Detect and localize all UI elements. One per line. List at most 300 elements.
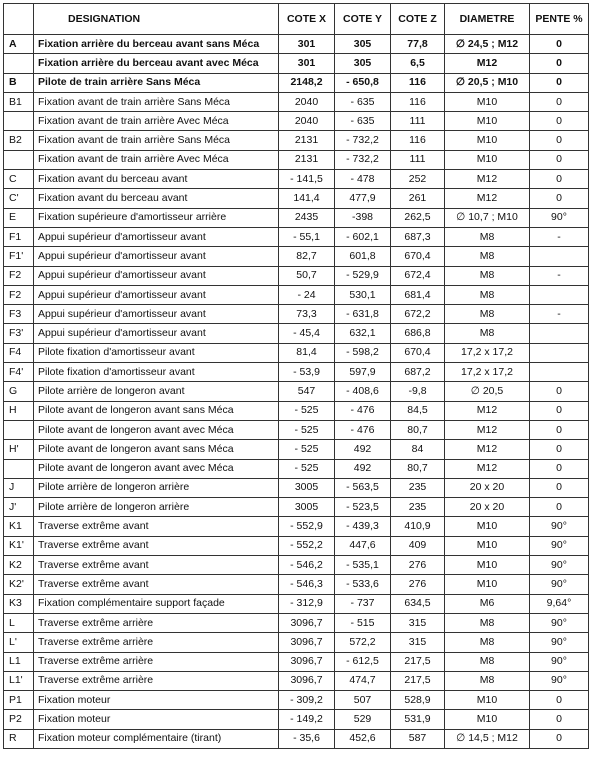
- cell-ref: H': [4, 440, 34, 459]
- cell-pente: 90°: [530, 208, 589, 227]
- cell-ref: G: [4, 382, 34, 401]
- table-body: [4, 35, 589, 749]
- cell-cote-y: 305: [335, 35, 391, 54]
- cell-cote-x: 82,7: [279, 247, 335, 266]
- cell-designation: Pilote arrière de longeron arrière: [34, 478, 279, 497]
- cell-cote-y: 529: [335, 710, 391, 729]
- cell-cote-z: 670,4: [391, 343, 445, 362]
- cell-designation: Pilote arrière de longeron avant: [34, 382, 279, 401]
- table-row: [4, 324, 589, 343]
- cell-cote-y: 474,7: [335, 671, 391, 690]
- cell-designation: Pilote avant de longeron avant sans Méca: [34, 401, 279, 420]
- header-designation: DESIGNATION: [34, 4, 279, 35]
- cell-pente: 90°: [530, 517, 589, 536]
- cell-cote-x: - 45,4: [279, 324, 335, 343]
- cell-pente: -: [530, 305, 589, 324]
- dimensions-table: [3, 3, 589, 749]
- cell-cote-y: 632,1: [335, 324, 391, 343]
- cell-cote-y: - 523,5: [335, 498, 391, 517]
- cell-ref: P2: [4, 710, 34, 729]
- table-header-row: [4, 4, 589, 35]
- cell-cote-y: 597,9: [335, 363, 391, 382]
- cell-pente: 90°: [530, 556, 589, 575]
- cell-ref: A: [4, 35, 34, 54]
- cell-designation: Fixation avant de train arrière Sans Méca: [34, 131, 279, 150]
- cell-cote-x: 3096,7: [279, 652, 335, 671]
- cell-ref: B2: [4, 131, 34, 150]
- cell-cote-y: - 563,5: [335, 478, 391, 497]
- cell-ref: F1': [4, 247, 34, 266]
- cell-cote-x: 2040: [279, 112, 335, 131]
- table-row: [4, 266, 589, 285]
- table-row: [4, 227, 589, 246]
- cell-ref: F2: [4, 266, 34, 285]
- cell-cote-x: - 24: [279, 285, 335, 304]
- cell-cote-x: 3005: [279, 498, 335, 517]
- cell-cote-z: 217,5: [391, 652, 445, 671]
- cell-cote-x: 3005: [279, 478, 335, 497]
- cell-cote-z: 315: [391, 613, 445, 632]
- cell-pente: 90°: [530, 671, 589, 690]
- cell-cote-y: - 737: [335, 594, 391, 613]
- cell-ref: F2: [4, 285, 34, 304]
- cell-cote-x: - 525: [279, 459, 335, 478]
- cell-cote-y: 305: [335, 54, 391, 73]
- table-row: [4, 35, 589, 54]
- cell-designation: Traverse extrême avant: [34, 556, 279, 575]
- cell-pente: 0: [530, 92, 589, 111]
- dimensions-sheet: [3, 3, 588, 749]
- cell-diametre: M12: [445, 170, 530, 189]
- cell-cote-y: 507: [335, 691, 391, 710]
- cell-designation: Appui supérieur d'amortisseur avant: [34, 285, 279, 304]
- cell-designation: Pilote arrière de longeron arrière: [34, 498, 279, 517]
- cell-ref: C': [4, 189, 34, 208]
- cell-cote-z: 252: [391, 170, 445, 189]
- cell-designation: Fixation moteur: [34, 710, 279, 729]
- cell-cote-z: 276: [391, 556, 445, 575]
- cell-diametre: M12: [445, 420, 530, 439]
- cell-cote-x: 3096,7: [279, 613, 335, 632]
- cell-designation: Fixation moteur complémentaire (tirant): [34, 729, 279, 748]
- cell-cote-z: 116: [391, 73, 445, 92]
- cell-designation: Pilote de train arrière Sans Méca: [34, 73, 279, 92]
- cell-cote-z: 315: [391, 633, 445, 652]
- cell-ref: L': [4, 633, 34, 652]
- cell-cote-z: 681,4: [391, 285, 445, 304]
- cell-designation: Traverse extrême arrière: [34, 633, 279, 652]
- table-row: [4, 478, 589, 497]
- cell-pente: 0: [530, 420, 589, 439]
- cell-designation: Fixation supérieure d'amortisseur arrière: [34, 208, 279, 227]
- cell-cote-z: 111: [391, 112, 445, 131]
- table-row: [4, 208, 589, 227]
- cell-pente: [530, 363, 589, 382]
- header-cote-x: COTE X: [279, 4, 335, 35]
- cell-cote-z: 217,5: [391, 671, 445, 690]
- cell-diametre: M8: [445, 247, 530, 266]
- cell-cote-z: 528,9: [391, 691, 445, 710]
- cell-designation: Fixation moteur: [34, 691, 279, 710]
- cell-cote-x: - 552,2: [279, 536, 335, 555]
- cell-ref: B: [4, 73, 34, 92]
- cell-cote-z: 84: [391, 440, 445, 459]
- cell-cote-z: 276: [391, 575, 445, 594]
- cell-pente: [530, 324, 589, 343]
- cell-pente: [530, 343, 589, 362]
- cell-cote-z: 587: [391, 729, 445, 748]
- header-ref: [4, 4, 34, 35]
- cell-ref: [4, 150, 34, 169]
- cell-ref: H: [4, 401, 34, 420]
- cell-cote-z: 262,5: [391, 208, 445, 227]
- cell-cote-x: 301: [279, 35, 335, 54]
- cell-cote-y: - 529,9: [335, 266, 391, 285]
- cell-cote-z: 80,7: [391, 459, 445, 478]
- table-row: [4, 73, 589, 92]
- cell-diametre: M6: [445, 594, 530, 613]
- cell-pente: 0: [530, 729, 589, 748]
- cell-diametre: M8: [445, 324, 530, 343]
- cell-designation: Traverse extrême arrière: [34, 671, 279, 690]
- cell-pente: -: [530, 227, 589, 246]
- cell-ref: [4, 420, 34, 439]
- table-row: [4, 440, 589, 459]
- cell-diametre: M12: [445, 440, 530, 459]
- cell-cote-y: - 476: [335, 401, 391, 420]
- cell-cote-y: - 515: [335, 613, 391, 632]
- cell-cote-z: 111: [391, 150, 445, 169]
- table-row: [4, 363, 589, 382]
- cell-cote-x: - 35,6: [279, 729, 335, 748]
- cell-diametre: ∅ 20,5: [445, 382, 530, 401]
- cell-diametre: 20 x 20: [445, 478, 530, 497]
- cell-pente: 90°: [530, 633, 589, 652]
- cell-cote-x: 2131: [279, 150, 335, 169]
- cell-cote-z: 261: [391, 189, 445, 208]
- cell-designation: Pilote fixation d'amortisseur avant: [34, 363, 279, 382]
- cell-cote-z: 672,4: [391, 266, 445, 285]
- cell-designation: Appui supérieur d'amortisseur avant: [34, 324, 279, 343]
- cell-pente: 9,64°: [530, 594, 589, 613]
- cell-cote-x: - 546,2: [279, 556, 335, 575]
- cell-pente: 90°: [530, 613, 589, 632]
- cell-ref: F4: [4, 343, 34, 362]
- cell-pente: 0: [530, 382, 589, 401]
- cell-cote-x: - 53,9: [279, 363, 335, 382]
- cell-pente: [530, 285, 589, 304]
- cell-ref: L: [4, 613, 34, 632]
- cell-designation: Traverse extrême avant: [34, 517, 279, 536]
- table-row: [4, 652, 589, 671]
- cell-cote-x: - 55,1: [279, 227, 335, 246]
- cell-cote-y: - 650,8: [335, 73, 391, 92]
- cell-diametre: M10: [445, 575, 530, 594]
- cell-diametre: M10: [445, 556, 530, 575]
- cell-designation: Fixation avant du berceau avant: [34, 170, 279, 189]
- cell-ref: L1': [4, 671, 34, 690]
- cell-cote-y: - 602,1: [335, 227, 391, 246]
- cell-ref: L1: [4, 652, 34, 671]
- table-row: [4, 459, 589, 478]
- cell-cote-x: 2148,2: [279, 73, 335, 92]
- cell-diametre: ∅ 20,5 ; M10: [445, 73, 530, 92]
- cell-ref: F1: [4, 227, 34, 246]
- table-row: [4, 92, 589, 111]
- cell-ref: J': [4, 498, 34, 517]
- cell-cote-y: - 533,6: [335, 575, 391, 594]
- cell-diametre: M8: [445, 266, 530, 285]
- cell-pente: 0: [530, 459, 589, 478]
- cell-diametre: M12: [445, 189, 530, 208]
- cell-cote-z: 84,5: [391, 401, 445, 420]
- cell-diametre: ∅ 10,7 ; M10: [445, 208, 530, 227]
- cell-pente: [530, 247, 589, 266]
- cell-cote-y: - 732,2: [335, 150, 391, 169]
- cell-cote-z: 687,3: [391, 227, 445, 246]
- cell-pente: 0: [530, 73, 589, 92]
- table-row: [4, 691, 589, 710]
- cell-cote-y: - 439,3: [335, 517, 391, 536]
- table-row: [4, 498, 589, 517]
- table-row: [4, 594, 589, 613]
- cell-cote-z: 80,7: [391, 420, 445, 439]
- cell-cote-x: 3096,7: [279, 633, 335, 652]
- cell-diametre: M8: [445, 227, 530, 246]
- cell-ref: P1: [4, 691, 34, 710]
- table-row: [4, 170, 589, 189]
- cell-cote-y: - 478: [335, 170, 391, 189]
- cell-designation: Fixation avant de train arrière Avec Méca: [34, 150, 279, 169]
- cell-cote-x: 2131: [279, 131, 335, 150]
- table-row: [4, 556, 589, 575]
- cell-ref: K1: [4, 517, 34, 536]
- cell-designation: Pilote fixation d'amortisseur avant: [34, 343, 279, 362]
- cell-ref: R: [4, 729, 34, 748]
- header-pente: PENTE %: [530, 4, 589, 35]
- cell-designation: Fixation avant du berceau avant: [34, 189, 279, 208]
- cell-pente: 0: [530, 401, 589, 420]
- cell-ref: F3': [4, 324, 34, 343]
- cell-cote-x: 141,4: [279, 189, 335, 208]
- cell-cote-z: 6,5: [391, 54, 445, 73]
- table-row: [4, 305, 589, 324]
- table-row: [4, 710, 589, 729]
- cell-cote-y: 601,8: [335, 247, 391, 266]
- table-row: [4, 382, 589, 401]
- table-row: [4, 285, 589, 304]
- cell-ref: [4, 112, 34, 131]
- cell-cote-z: 672,2: [391, 305, 445, 324]
- table-row: [4, 575, 589, 594]
- cell-diametre: M10: [445, 131, 530, 150]
- cell-diametre: M10: [445, 536, 530, 555]
- cell-diametre: M12: [445, 459, 530, 478]
- cell-diametre: M10: [445, 691, 530, 710]
- cell-pente: 0: [530, 170, 589, 189]
- cell-ref: [4, 459, 34, 478]
- cell-designation: Traverse extrême avant: [34, 575, 279, 594]
- cell-diametre: 17,2 x 17,2: [445, 343, 530, 362]
- cell-designation: Pilote avant de longeron avant sans Méca: [34, 440, 279, 459]
- cell-cote-x: 2435: [279, 208, 335, 227]
- cell-designation: Fixation avant de train arrière Sans Méca: [34, 92, 279, 111]
- cell-cote-y: - 631,8: [335, 305, 391, 324]
- cell-diametre: M10: [445, 710, 530, 729]
- cell-ref: K2': [4, 575, 34, 594]
- cell-designation: Pilote avant de longeron avant avec Méca: [34, 459, 279, 478]
- cell-diametre: 20 x 20: [445, 498, 530, 517]
- table-row: [4, 671, 589, 690]
- cell-diametre: M8: [445, 613, 530, 632]
- cell-cote-y: 477,9: [335, 189, 391, 208]
- cell-cote-z: -9,8: [391, 382, 445, 401]
- cell-cote-z: 531,9: [391, 710, 445, 729]
- cell-ref: F3: [4, 305, 34, 324]
- cell-ref: C: [4, 170, 34, 189]
- cell-designation: Fixation complémentaire support façade: [34, 594, 279, 613]
- table-row: [4, 420, 589, 439]
- cell-diametre: M10: [445, 150, 530, 169]
- cell-cote-y: - 732,2: [335, 131, 391, 150]
- cell-cote-x: 73,3: [279, 305, 335, 324]
- cell-cote-z: 116: [391, 92, 445, 111]
- cell-designation: Appui supérieur d'amortisseur avant: [34, 247, 279, 266]
- cell-cote-y: -398: [335, 208, 391, 227]
- cell-diametre: M8: [445, 285, 530, 304]
- cell-cote-z: 77,8: [391, 35, 445, 54]
- cell-designation: Appui supérieur d'amortisseur avant: [34, 227, 279, 246]
- table-row: [4, 536, 589, 555]
- cell-designation: Traverse extrême arrière: [34, 613, 279, 632]
- header-cote-z: COTE Z: [391, 4, 445, 35]
- cell-designation: Pilote avant de longeron avant avec Méca: [34, 420, 279, 439]
- table-row: [4, 150, 589, 169]
- table-row: [4, 343, 589, 362]
- table-row: [4, 729, 589, 748]
- cell-pente: 0: [530, 131, 589, 150]
- cell-pente: 0: [530, 189, 589, 208]
- header-diametre: DIAMETRE: [445, 4, 530, 35]
- cell-ref: F4': [4, 363, 34, 382]
- table-row: [4, 189, 589, 208]
- cell-cote-y: 452,6: [335, 729, 391, 748]
- cell-cote-x: - 525: [279, 440, 335, 459]
- cell-diametre: 17,2 x 17,2: [445, 363, 530, 382]
- cell-ref: K1': [4, 536, 34, 555]
- cell-cote-y: - 408,6: [335, 382, 391, 401]
- cell-pente: 0: [530, 498, 589, 517]
- cell-ref: K2: [4, 556, 34, 575]
- header-cote-y: COTE Y: [335, 4, 391, 35]
- cell-cote-x: - 525: [279, 420, 335, 439]
- cell-ref: [4, 54, 34, 73]
- cell-diametre: M10: [445, 112, 530, 131]
- cell-diametre: M10: [445, 92, 530, 111]
- cell-cote-y: - 476: [335, 420, 391, 439]
- cell-cote-y: 572,2: [335, 633, 391, 652]
- cell-pente: 90°: [530, 536, 589, 555]
- cell-cote-x: 81,4: [279, 343, 335, 362]
- table-row: [4, 54, 589, 73]
- cell-designation: Fixation arrière du berceau avant avec Méca: [34, 54, 279, 73]
- cell-cote-z: 235: [391, 478, 445, 497]
- cell-diametre: M8: [445, 305, 530, 324]
- cell-pente: 0: [530, 150, 589, 169]
- cell-ref: K3: [4, 594, 34, 613]
- cell-cote-y: - 635: [335, 92, 391, 111]
- cell-diametre: M8: [445, 633, 530, 652]
- cell-cote-x: 2040: [279, 92, 335, 111]
- cell-cote-x: - 312,9: [279, 594, 335, 613]
- cell-cote-z: 409: [391, 536, 445, 555]
- cell-cote-z: 116: [391, 131, 445, 150]
- cell-cote-y: 492: [335, 440, 391, 459]
- cell-cote-z: 410,9: [391, 517, 445, 536]
- cell-cote-y: - 635: [335, 112, 391, 131]
- cell-diametre: M10: [445, 517, 530, 536]
- cell-cote-x: - 525: [279, 401, 335, 420]
- cell-pente: 0: [530, 478, 589, 497]
- cell-cote-x: 547: [279, 382, 335, 401]
- cell-cote-y: - 612,5: [335, 652, 391, 671]
- cell-cote-x: - 552,9: [279, 517, 335, 536]
- cell-cote-z: 686,8: [391, 324, 445, 343]
- cell-pente: 0: [530, 440, 589, 459]
- cell-ref: E: [4, 208, 34, 227]
- cell-designation: Fixation arrière du berceau avant sans Méca: [34, 35, 279, 54]
- table-row: [4, 517, 589, 536]
- cell-designation: Traverse extrême avant: [34, 536, 279, 555]
- cell-cote-x: 301: [279, 54, 335, 73]
- cell-pente: 0: [530, 54, 589, 73]
- cell-diametre: M12: [445, 401, 530, 420]
- cell-diametre: M8: [445, 671, 530, 690]
- cell-diametre: ∅ 14,5 ; M12: [445, 729, 530, 748]
- cell-cote-y: 492: [335, 459, 391, 478]
- cell-pente: 0: [530, 691, 589, 710]
- table-row: [4, 613, 589, 632]
- cell-cote-x: - 141,5: [279, 170, 335, 189]
- cell-diametre: M12: [445, 54, 530, 73]
- cell-cote-z: 634,5: [391, 594, 445, 613]
- cell-cote-y: - 535,1: [335, 556, 391, 575]
- cell-pente: 0: [530, 35, 589, 54]
- cell-cote-y: 447,6: [335, 536, 391, 555]
- cell-pente: -: [530, 266, 589, 285]
- cell-cote-z: 687,2: [391, 363, 445, 382]
- cell-designation: Traverse extrême arrière: [34, 652, 279, 671]
- table-row: [4, 247, 589, 266]
- cell-cote-y: 530,1: [335, 285, 391, 304]
- cell-cote-x: 3096,7: [279, 671, 335, 690]
- cell-pente: 90°: [530, 652, 589, 671]
- cell-pente: 0: [530, 710, 589, 729]
- table-row: [4, 112, 589, 131]
- cell-pente: 90°: [530, 575, 589, 594]
- cell-cote-x: - 149,2: [279, 710, 335, 729]
- table-row: [4, 131, 589, 150]
- cell-cote-y: - 598,2: [335, 343, 391, 362]
- table-row: [4, 633, 589, 652]
- cell-pente: 0: [530, 112, 589, 131]
- cell-designation: Appui supérieur d'amortisseur avant: [34, 266, 279, 285]
- cell-diametre: ∅ 24,5 ; M12: [445, 35, 530, 54]
- cell-cote-x: - 309,2: [279, 691, 335, 710]
- cell-designation: Appui supérieur d'amortisseur avant: [34, 305, 279, 324]
- cell-cote-x: - 546,3: [279, 575, 335, 594]
- cell-cote-z: 670,4: [391, 247, 445, 266]
